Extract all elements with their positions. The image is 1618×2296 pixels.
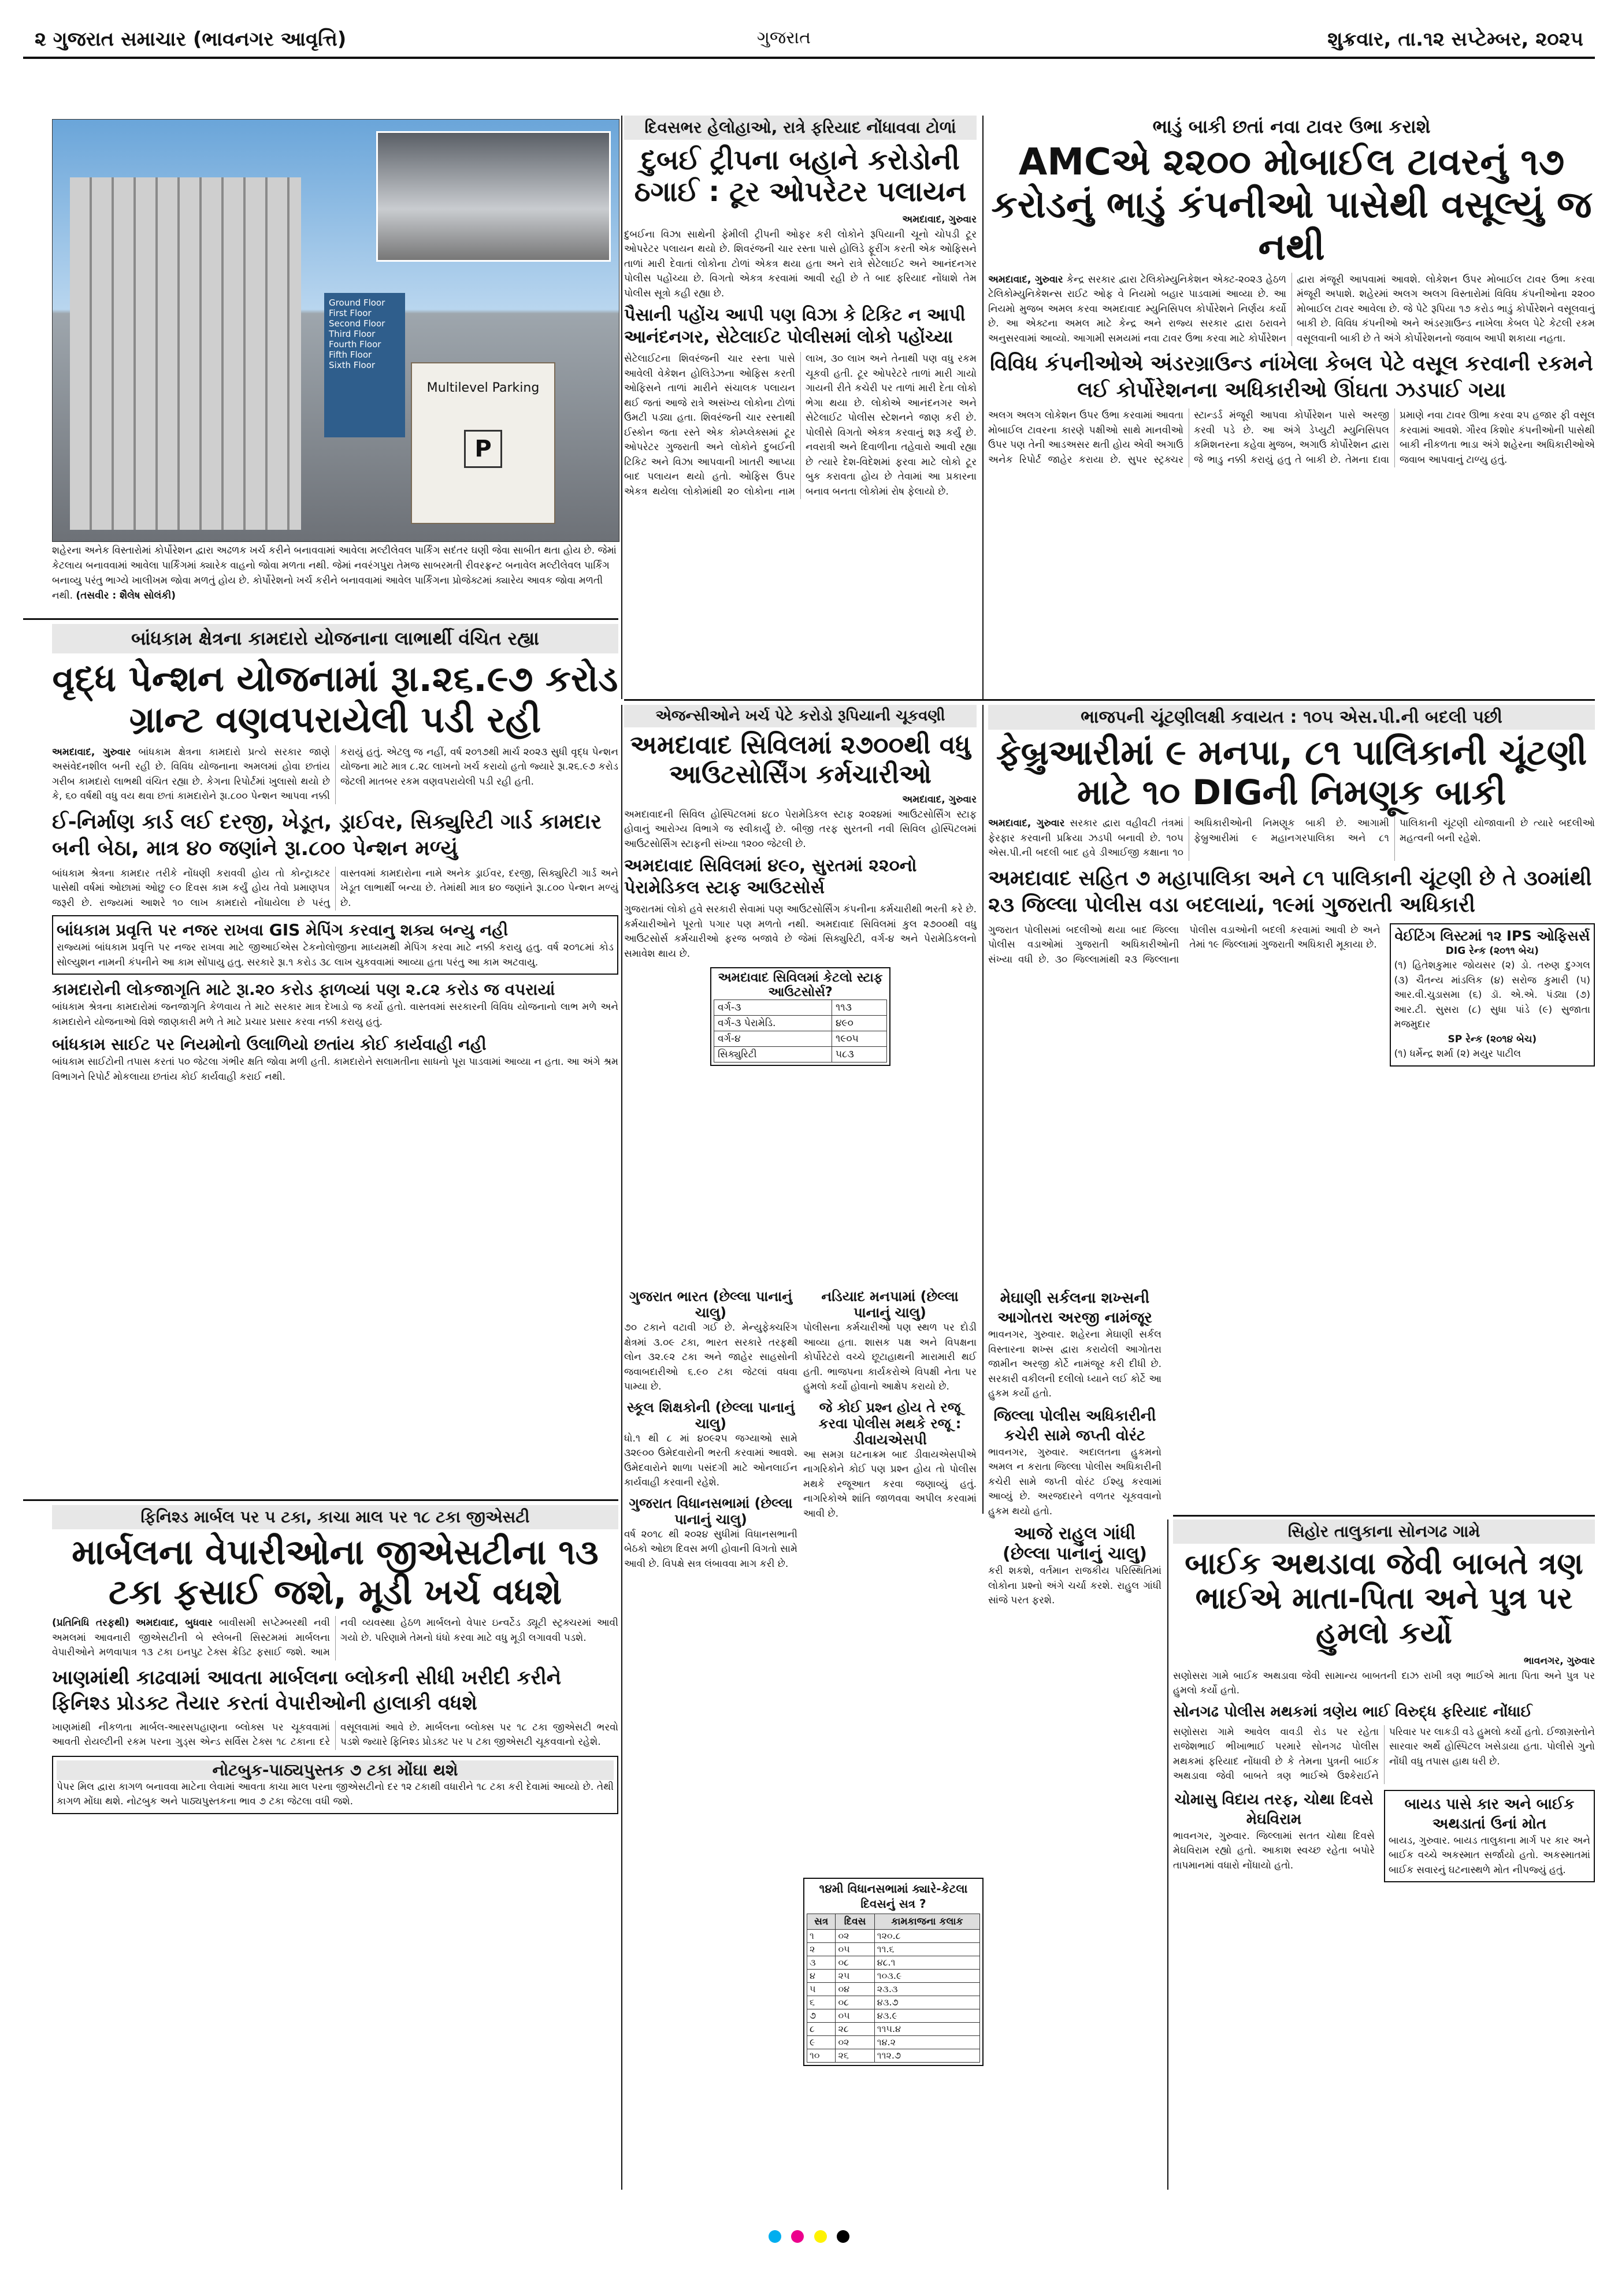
cyan-mark — [769, 2230, 781, 2243]
column-rule — [621, 705, 622, 2190]
monsoon-title: ચોમાસુ વિદાય તરફ, ચોથા દિવસે મેઘવિરામ — [1174, 1790, 1374, 1828]
table-cell: ૧૦૩.૯ — [874, 1970, 979, 1983]
floor-label: Second Floor — [329, 318, 385, 329]
table-row — [807, 1956, 980, 1970]
police-title: જે કોઈ પ્રશ્ન હોય તે રજૂ કરવા પોલીસ મથકે રજૂ : ડીવાયએસપી — [818, 1399, 962, 1448]
sp-officer-list: (૧) ધર્મેન્દ્ર શર્મા (૨) મયુર પાટીલ — [1394, 1048, 1521, 1060]
dig-dateline: અમદાવાદ, ગુરુવાર — [988, 818, 1065, 829]
notebook-box — [52, 1756, 618, 1814]
table-row — [807, 1930, 980, 1943]
black-mark — [837, 2230, 849, 2243]
civil-story — [624, 705, 977, 1283]
bayad-accident-body: બાયડ, ગુરુવાર. બાયડ તાલુકાના માર્ગ પર કાર અને બાઈક વચ્ચે અકસ્માત સર્જાયો હતો. અકસ્માતમાં બાઈક સવારનું ઘટનાસ્થળે મોત નીપજ્યું હતું. — [1389, 1834, 1590, 1876]
civil-subhead: અમદાવાદ સિવિલમાં ૪૯૦, સુરતમાં ૨૨૦નો પેરામેડિકલ સ્ટાફ આઉટસોર્સ — [624, 856, 917, 898]
sihor-headline: બાઈક અથડાવા જેવી બાબતે ત્રણ ભાઈએ માતા-પિતા અને પુત્ર પર હુમલો કર્યો — [1185, 1547, 1583, 1651]
gujarat-cont-body: ૭૦ ટકાને વટાવી ગઈ છે. મેન્યુફેક્ચરિંગ ક્ષેત્રમાં ૩.૦૯ ટકા, ભારત સરકારે તરફથી લોન ૩૨.૯૨ ટકા અને જાહેર સાહસોની જવાબદારીઓ ૬.૯૦ ટકા જેટલાં વધવા પામ્યા છે. — [624, 1322, 797, 1392]
table-cell: ૦૮ — [836, 1996, 874, 2009]
table-row — [714, 1031, 887, 1047]
school-cont-body: ધો.૧ થી ૮ માં ૪૦૯૨૫ જગ્યાઓ સામે ૩૨૯૦૦ ઉમેદવારોની ભરતી કરવામાં આવશે. ઉમેદવારોને શાળા પસંદગી માટે ઓનલાઈન કાર્યવાહી કરવાની રહેશે. — [624, 1432, 797, 1488]
table-cell: વર્ગ-૩ — [714, 1000, 832, 1016]
table-cell: ૧૧૩ — [832, 1000, 887, 1016]
table-cell: ૪૮.૧ — [874, 1956, 979, 1970]
left-continuation-column — [624, 1288, 797, 2190]
table-row — [807, 2009, 980, 2023]
civil-dateline: અમદાવાદ, ગુરુવાર — [902, 794, 977, 806]
bayad-accident-title: બાયડ પાસે કાર અને બાઈક અથડાતાં ઉનાં મોત — [1404, 1795, 1575, 1833]
floor-label: Third Floor — [329, 329, 376, 339]
table-cell: ૧૯૦૫ — [832, 1031, 887, 1047]
amc-body-2: અલગ અલગ લોકેશન ઉપર ઉભા કરવામાં આવતા મોબાઈલ ટાવરના કારણે પક્ષીઓ સાથે માનવીઓ ઉપર પણ તેની આડઅસર થતી હોય એવી અગાઉ અનેક રિપોર્ટ જાહેર કરાયા છે. સુપર સ્ટ્રક્ચર સ્ટાન્ડર્ડ મંજૂરી આપવા કોર્પોરેશન પાસે અરજી કરવી પડે છે. આ અંગે ડેપ્યુટી મ્યુનિસિપલ કમિશનરના કહેવા મુજબ, અગાઉ કોર્પોરેશન દ્વારા જે ભાડુ નક્કી કરાયું હતુ તે બાકી છે. તેમના દાવા પ્રમાણે નવા ટાવર ઊભા કરવા ૨૫ હજાર ફી વસૂલ કરવામાં આવશે. ગૌરવ કિશોર કંપનીઓની પાસેથી બાકી નીકળતા ભાડા અંગે શહેરના અધિકારીઓએ જવાબ આપવાનું ટાળ્યુ હતું. — [988, 410, 1595, 466]
civil-headline: અમદાવાદ સિવિલમાં ૨૭૦૦થી વધુ આઉટસોર્સિંગ કર્મચારીઓ — [630, 730, 971, 789]
table-row — [807, 1996, 980, 2009]
sihor-kicker: સિહોર તાલુકાના સોનગઢ ગામે — [1173, 1519, 1595, 1544]
notebook-title: નોટબુક-પાઠ્યપુસ્તક ૭ ટકા મોંઘા થશે — [57, 1760, 614, 1780]
assembly-session-table — [803, 1878, 984, 2066]
sihor-body: સણોસરા ગામે બાઈક અથડાવા જેવી સામાન્ય બાબતની દાઝ રાખી ત્રણ ભાઈએ માતા પિતા અને પુત્ર પર હુમલો કર્યો હતો. — [1173, 1670, 1595, 1697]
table-cell: ૮ — [807, 2023, 836, 2036]
page-date: શુક્રવાર, તા.૧૨ સપ્ટેમ્બર, ૨૦૨૫ — [1327, 28, 1583, 51]
parking-photo — [52, 119, 619, 542]
table-row — [714, 1047, 887, 1062]
site-rules-body: બાંધકામ સાઈટોની તપાસ કરતાં ૫૦ જેટલા ગંભીર ક્ષતિ જોવા મળી હતી. કામદારોને સલામતીના સાધનો પૂરા પાડવામાં આવ્યા ન હતા. આ અંગે શ્રમ વિભાગને રિપોર્ટ મોકલાયા છતાંય કોઈ કાર્યવાહી કરાઈ નથી. — [52, 1056, 618, 1083]
police-body: આ સમગ્ર ઘટનાક્રમ બાદ ડીવાયએસપીએ નાગરિકોને કોઈ પણ પ્રશ્ન હોય તો પોલીસ મથકે રજૂઆત કરવા જણાવ્યું હતું. નાગરિકોએ શાંતિ જાળવવા અપીલ કરવામાં આવી છે. — [803, 1448, 977, 1519]
column-header: કામકાજના કલાક — [874, 1914, 979, 1930]
pension-subhead: ઈ-નિર્માણ કાર્ડ લઈ દરજી, ખેડૂત, ડ્રાઈવર, સિક્યુરિટી ગાર્ડ કામદાર બની બેઠા, માત્ર ૪૦ જણાંને રૂા.૮૦૦ પેન્શન મળ્યું — [52, 809, 602, 860]
column-rule — [621, 116, 622, 699]
column-rule — [982, 705, 984, 1514]
nadiad-cont-title: નડિયાદ મનપામાં (છેલ્લા પાનાનું ચાલુ) — [821, 1288, 959, 1321]
table-cell: ૬ — [807, 1996, 836, 2009]
dubai-kicker: દિવસભર હેલોહાઓ, રાત્રે ફરિયાદ નોંધાવવા ટોળાં — [624, 116, 977, 140]
table-cell: ૧ — [807, 1930, 836, 1943]
table-cell: ૪૯૦ — [832, 1016, 887, 1031]
table-cell: ૦૨ — [836, 2036, 874, 2049]
table-cell: ૧૧૨.૭ — [874, 2049, 979, 2063]
marble-kicker: ફિનિશ્ડ માર્બલ પર ૫ ટકા, કાચા માલ પર ૧૮ ટકા જીએસટી — [52, 1505, 618, 1529]
rahul-title: આજે રાહુલ ગાંધી (છેલ્લા પાનાનું ચાલુ) — [1002, 1524, 1148, 1564]
rahul-body: કરી શકશે, વર્તમાન રાજકીય પરિસ્થિતિમાં લોકોના પ્રશ્નો અંગે ચર્ચા કરશે. રાહુલ ગાંધી સાંજે પરત ફરશે. — [988, 1565, 1161, 1606]
school-cont-title: સ્કૂલ શિક્ષકોની (છેલ્લા પાનાનું ચાલુ) — [626, 1399, 795, 1432]
table-header-row — [807, 1914, 980, 1930]
medhani-body: ભાવનગર, ગુરુવાર. શહેરના મેઘાણી સર્કલ વિસ્તારના શખ્સ દ્વારા કરાયેલી આગોતરા જામીન અરજી કોર્ટે નામંજૂર કરી દીધી છે. સરકારી વકીલની દલીલો ધ્યાને લઈ કોર્ટે આ હુકમ કર્યો હતો. — [988, 1329, 1161, 1399]
dubai-body: દુબઈના વિઝા સાથેની ફેમીલી ટ્રીપની ઓફર કરી લોકોને રૂપિયાની ચૂનો ચોપડી ટૂર ઓપરેટર પલાયન થયો છે. શિવરંજની ચાર રસ્તા પાસે હોલિડે ફૂરીંગ કરતી એક ઓફિસને તાળાં મારી દેવાતાં લોકોના ટોળાં એકત્ર થયા હતા અને રાત્રે સેટેલાઈટ અને આનંદનગર પોલીસ પહોંચ્યા છે. વિગતો એકત્ર કરવામાં આવી રહી છે તે બાદ ફરિયાદ નોંધાશે તેમ પોલીસ સૂત્રો કહી રહ્યા છે. — [624, 228, 977, 299]
dubai-subhead: પૈસાની પહોંચ આપી પણ વિઝા કે ટિકિટ ન આપી આનંદનગર, સેટેલાઈટ પોલીસમાં લોકો પહોંચ્યા — [624, 305, 966, 348]
table-cell: ૦૨ — [836, 1930, 874, 1943]
pension-headline: વૃદ્ધ પેન્શન યોજનામાં રૂા.૨૬.૯૭ કરોડ ગ્રાન્ટ વણવપરાયેલી પડી રહી — [52, 657, 618, 741]
print-registration-marks — [0, 2230, 1618, 2245]
header-rule — [23, 57, 1595, 59]
table-cell: ૨૮ — [836, 2023, 874, 2036]
monsoon-body: ભાવનગર, ગુરુવાર. જિલ્લામાં સતત ચોથા દિવસે મેઘવિરામ રહ્યો હતો. આકાશ સ્વચ્છ રહેતા બપોરે તાપમાનમાં વધારો નોંધાયો હતો. — [1173, 1830, 1375, 1871]
amc-story — [988, 116, 1595, 693]
table-cell: ૧૨૦.૮ — [874, 1930, 979, 1943]
dig-headline: ફેબ્રુઆરીમાં ૯ મનપા, ૮૧ પાલિકાની ચૂંટણી માટે ૧૦ DIGની નિમણૂક બાકી — [996, 733, 1587, 813]
table-cell: વર્ગ-૪ — [714, 1031, 832, 1047]
dig-officer-list: (૧) હિતેશકુમાર જોયસર (૨) ડો. તરુણ દુગ્ગલ (૩) ચૈતન્ય માંડલિક (૪) સરોજ કુમારી (૫) આર.વી.ચુડાસમા (૬) ડૉ. એ.એ. પંડ્યા (૭) આર.ટી. સુસરા (૮) સુધા પાંડે (૯) સુજાતા મજમુદાર — [1394, 960, 1590, 1030]
dubai-body-2: સેટેલાઈટના શિવરંજની ચાર રસ્તા પાસે આવેલી વેકેશન હોલિડેઝના ઓફિસ કરતી ઓફિસને તાળાં મારીને સંચાલક પલાયન થઈ જતાં આજે રાત્રે અસંખ્ય લોકોના ટોળાં ઉમટી પડ્યા હતા. શિવરંજની ચાર રસ્તાથી ઈસ્કોન જતા રસ્તે એક કોમ્પ્લેક્સમાં ટૂર ઓપરેટર ગુજરાતી અને લોકોને દુબઈની ટિકિટ અને વિઝા આપવાની ખાતરી આપ્યા બાદ પલાયન થયો હતો. ઓફિસ ઉપર એકત્ર થયેલા લોકોમાંથી ૨૦ લોકોના નામ લાખ, ૩૦ લાખ અને તેનાથી પણ વધુ રકમ ચૂકવી હતી. ટૂર ઓપરેટરે તાળાં મારી ગાયો ગાયની રીતે કચેરી પર તાળાં મારી દેતા લોકો ભેગા થયા છે. લોકોએ આનંદનગર અને સેટેલાઈટ પોલીસ સ્ટેશનને જાણ કરી છે. પોલીસે વિગતો એકત્ર કરવાનું શરૂ કર્યું છે. નવરાત્રી અને દિવાળીના તહેવારો આવી રહ્યા છે ત્યારે દેશ-વિદેશમાં ફરવા માટે લોકો ટૂર બુક કરાવતા હોય છે તેવામાં આ પ્રકારના બનાવ બનતા લોકોમાં રોષ ફેલાયો છે. — [624, 353, 977, 497]
table-cell: ૧૧.૬ — [874, 1943, 979, 1956]
table-row — [807, 2023, 980, 2036]
dig-kicker: ભાજપની ચૂંટણીલક્ષી કવાયત : ૧૦૫ એસ.પી.ની બદલી પછી — [988, 705, 1595, 730]
amc-kicker: ભાડું બાકી છતાં નવા ટાવર ઉભા કરાશે — [1152, 116, 1431, 138]
marble-dateline: અમદાવાદ, બુધવાર — [135, 1617, 213, 1629]
table-cell: ૫૮૩ — [832, 1047, 887, 1062]
civil-table-title: અમદાવાદ સિવિલમાં કેટલો સ્ટાફ આઉટસોર્સ? — [718, 971, 883, 1000]
gujarat-cont-title: ગુજરાત ભારત (છેલ્લા પાનાનું ચાલુ) — [629, 1288, 792, 1321]
table-row — [714, 1000, 887, 1016]
magenta-mark — [791, 2230, 804, 2243]
parking-building — [70, 177, 301, 530]
dubai-story — [624, 116, 977, 693]
dig-subhead: અમદાવાદ સહિત ૭ મહાપાલિકા અને ૮૧ પાલિકાની ચૂંટણી છે તે ૩૦માંથી ૨૩ જિલ્લા પોલીસ વડા બદલાયાં, ૧૯માં ગુજરાતી અધિકારી — [988, 866, 1592, 917]
floor-directory-board — [324, 293, 405, 437]
assembly-cont-title: ગુજરાત વિધાનસભામાં (છેલ્લા પાનાનું ચાલુ) — [629, 1495, 793, 1528]
table-cell: ૨૬ — [836, 2049, 874, 2063]
floor-label: Fourth Floor — [329, 339, 381, 350]
amc-body: કેન્દ્ર સરકાર દ્વારા ટેલિકોમ્યુનિકેશન એક્ટ-૨૦૨૩ હેઠળ ટેલિકોમ્યુનિકેશન્સ રાઈટ ઓફ વે નિયમો બહાર પાડવામાં આવ્યા છે. આ નિયમો મુજબ અમલ કરવા અમદાવાદ મ્યુનિસિપલ કોર્પોરેશને નિર્ણય કર્યો છે. આ એક્ટના અમલ માટે કેન્દ્ર અને રાજ્ય સરકાર દ્વારા ઠરાવને અનુસરવામાં આવ્યો. આગામી સમયમાં નવા ટાવર ઉભા કરવા માટે કોર્પોરેશન દ્વારા મંજૂરી આપવામાં આવશે. લોકેશન ઉપર મોબાઈલ ટાવર ઉભા કરવા મંજૂરી અપાશે. શહેરમાં અલગ અલગ વિસ્તારોમાં વિવિધ કંપનીઓના ૨૨૦૦ મોબાઈલ ટાવર આવેલા છે. જે પેટે રૂપિયા ૧૭ કરોડ ભાડું કોર્પોરેશને વસૂલવાનું બાકી છે. વિવિધ કંપનીઓ અને અંડરગ્રાઉન્ડ નાખેલા કેબલ પેટે કેટલી રકમ વસૂલવાની બાકી છે તે અંગે કોર્પોરેશનનો જવાબ આપી શકાયા નહતા. — [988, 273, 1595, 344]
session-table-title: ૧૪મી વિધાનસભામાં ક્યારે-કેટલા દિવસનું સત્ર ? — [819, 1882, 968, 1911]
parking-sign-text: Multilevel Parking — [426, 381, 540, 395]
awareness-box-title: કામદારોની લોકજાગૃતિ માટે રૂા.૨૦ કરોડ ફાળવ્યાં પણ ૨.૮૨ કરોડ જ વપરાયાં — [52, 980, 555, 1000]
sihor-subhead: સોનગઢ પોલીસ મથકમાં ત્રણેય ભાઈ વિરુદ્ધ ફરિયાદ નોંધાઈ — [1173, 1703, 1532, 1721]
table-cell: ૯ — [807, 2036, 836, 2049]
awareness-box-body: બાંધકામ શ્રેત્રના કામદારોમાં જનજાગૃતિ કેળવાય તે માટે સરકાર માત્ર દેખાડો જ કર્યો હતો. વાસ્તવમાં સરકારની વિવિધ યોજનાનો લાભ મળે અને કામદારોને યોજનાઓ વિશે જાણકારી મળે તે માટે પ્રચાર પ્રસાર કરવા નક્કી કરાયુ હતું. — [52, 1001, 618, 1028]
civil-body: અમદાવાદની સિવિલ હોસ્પિટલમાં ૪૮૦ પેરામેડિકલ સ્ટાફ ૨૦૨૪માં આઉટસોર્સિંગ સ્ટાફ હોવાનું આરોગ્ય વિભાગે જ સ્વીકાર્યું છે. બીજી તરફ સુરતની નવી સિવિલ હોસ્પિટલમાં આઉટસોર્સિંગ સ્ટાફની સંખ્યા ૧૨૦૦ જેટલી છે. — [624, 808, 977, 850]
marble-body-2: ખાણમાંથી નીકળતા માર્બલ-આરસપહાણના બ્લોક્સ પર ચૂકવવામાં આવતી રોયલ્ટીની રકમ પરના ગુડ્સ એન્ડ સર્વિસ ટેક્સ ૧૮ ટકાના દરે વસૂલવામાં આવે છે. માર્બલના બ્લોક્સ પર ૧૮ ટકા જીએસટી ભરવો પડશે જ્યારે ફિનિશ્ડ પ્રોડક્ટ પર ૫ ટકા જીએસટી ચૂકવવાનો રહેશે. — [52, 1721, 618, 1748]
marble-credit: (પ્રતિનિધિ તરફથી) — [52, 1617, 129, 1629]
table-cell: ૪૩.૭ — [874, 1996, 979, 2009]
table-cell: ૧૦ — [807, 2049, 836, 2063]
gis-box — [52, 915, 618, 975]
civil-kicker: એજન્સીઓને ખર્ચ પેટે કરોડો રૂપિયાની ચૂકવણી — [624, 705, 977, 727]
marble-body: બાવીસમી સપ્ટેમ્બરથી નવી અમલમાં આવનારી જીએસટીની બે સ્લેબની સિસ્ટમમાં માર્બલના વેપારીઓને મળવાપાત્ર ૧૩ ટકા ઇનપુટ ટેક્સ ક્રેડિટ ફસાઈ જશે. આમ નવી વ્યવસ્થા હેઠળ માર્બલનો વેપાર ઇન્વર્ટેડ ડ્યૂટી સ્ટ્રક્ચરમાં આવી ગયો છે. પરિણામે તેમનો ધંધો કરવા માટે વધુ મૂડી લગાવવી પડશે. — [52, 1617, 618, 1658]
site-rules-title: બાંધકામ સાઈટ પર નિયમોનો ઉલાળિયો છતાંય કોઈ કાર્યવાહી નહી — [52, 1035, 487, 1054]
table-row — [807, 1983, 980, 1996]
parking-p-icon: P — [464, 430, 502, 468]
table-cell: ૪૩.૯ — [874, 2009, 979, 2023]
table-cell: ૧૪.૨ — [874, 2036, 979, 2049]
marble-headline: માર્બલના વેપારીઓના જીએસટીના ૧૩ ટકા ફસાઈ જશે, મૂડી ખર્ચ વધશે — [72, 1532, 599, 1613]
ips-waiting-box — [1390, 923, 1595, 1067]
marble-story — [52, 1505, 618, 2181]
column-header: દિવસ — [836, 1914, 874, 1930]
medhani-title: મેઘાણી સર્કલના શખ્સની આગોતરા અરજી નામંજૂર — [997, 1290, 1152, 1327]
dig-body: સરકાર દ્વારા વહીવટી તંત્રમાં ફેરફાર કરવાની પ્રક્રિયા ઝડપી બનાવી છે. ૧૦૫ એસ.પી.ની બદલી બાદ હવે ડીઆઈજી કક્ષાના ૧૦ અધિકારીઓની નિમણૂક બાકી છે. આગામી ફેબ્રુઆરીમાં ૯ મહાનગરપાલિકા અને ૮૧ પાલિકાની ચૂંટણી યોજાવાની છે ત્યારે બદલીઓ મહત્વની બની રહેશે. — [988, 818, 1595, 859]
pension-kicker: બાંધકામ ક્ષેત્રના કામદારો યોજનાના લાભાર્થી વંચિત રહ્યા — [52, 624, 618, 653]
table-row — [807, 1970, 980, 1983]
column-rule — [1167, 1519, 1168, 2190]
yellow-mark — [814, 2230, 827, 2243]
pension-body-2: બાંધકામ શ્રેત્રના કામદાર તરીકે નોંધણી કરાવવી હોય તો કોન્ટ્રાક્ટર પાસેથી વર્ષમાં ઓછામાં ઓછુ ૯૦ દિવસ કામ કર્યું હોય તેવો પ્રમાણપત્ર જરૂરી છે. રાજ્યમાં આશરે ૧૦ લાખ કામદારો નોંધાયેલા છે પરંતુ વાસ્તવમાં કામદારોના નામે અનેક ડ્રાઈવર, દરજી, સિક્યુરિટી ગાર્ડ અને ખેડૂત લાભાર્થી બન્યા છે. તેમાંથી માત્ર ૪૦ જણાંને રૂા.૮૦૦ પેન્શન મળ્યું છે. — [52, 867, 618, 909]
district-title: જિલ્લા પોલીસ અધિકારીની કચેરી સામે જપ્તી વોરંટ — [993, 1407, 1156, 1444]
table-cell: ૦૮ — [836, 1956, 874, 1970]
divider — [23, 618, 618, 620]
dubai-headline: દુબઈ ટ્રીપના બહાને કરોડોની ઠગાઈ : ટૂર ઓપરેટર પલાયન — [634, 144, 967, 209]
sihor-body-2: સણોસરા ગામે આવેલ વાવડી રોડ પર રહેતા રાજેશભાઈ ભીખાભાઈ પરમારે સોનગઢ પોલીસ મથકમાં ફરિયાદ નોંધાવી છે કે તેમના પુત્રની બાઈક અથડાવા જેવી બાબતે ત્રણ ભાઈએ ઉશ્કેરાઈને પરિવાર પર લાકડી વડે હુમલો કર્યો હતો. ઈજાગ્રસ્તોને સારવાર અર્થે હોસ્પિટલ ખસેડાયા હતા. પોલીસે ગુનો નોંધી વધુ તપાસ હાથ ધરી છે. — [1173, 1726, 1595, 1782]
floor-label: Ground Floor — [329, 298, 385, 308]
dig-rank-label: DIG રેન્ક (૨૦૧૧ બેચ) — [1445, 945, 1539, 957]
marble-subhead: ખાણમાંથી કાઢવામાં આવતા માર્બલના બ્લોકની સીધી ખરીદી કરીને ફિનિશ્ડ પ્રોડક્ટ તૈયાર કરતાં વેપારીઓની હાલાકી વધશે — [52, 1666, 562, 1715]
parking-sign — [411, 362, 555, 524]
dubai-dateline: અમદાવાદ, ગુરુવાર — [902, 214, 977, 226]
table-cell: ૭ — [807, 2009, 836, 2023]
civil-staff-table — [710, 967, 890, 1066]
floor-label: First Floor — [329, 308, 372, 318]
table-cell: ૫ — [807, 1983, 836, 1996]
table-row — [714, 1016, 887, 1031]
table-cell: ૦૫ — [836, 1943, 874, 1956]
photo-caption-text: શહેરના અનેક વિસ્તારોમાં કોર્પોરેશન દ્વારા અઢળક ખર્ચ કરીને બનાવવામાં આવેલા મલ્ટીલેવલ પાર્કિંગ સદંતર ઘણી જેવા સાબીત થતા હોય છે. જેમાં કેટલાય બનાવવામાં આવેલા પાર્કિંગમાં ક્યારેક વાહનો જોવા મળતા નથી. જેમાં નવરંગપુરા તેમજ સાબરમતી રીવરફ્રન્ટ બનાવેલ મલ્ટીલેવલ પાર્કિંગ બનાવ્યુ પરંતુ ભાગ્યે ખાલીખમ જોવા મળતું હોય છે. કોર્પોરેશનો ખર્ચ કરીને બનાવવામાં આવેલ પાર્કિંગના પ્રોજેક્ટમાં ક્યારેય આવક જોવા મળતી નથી. — [52, 545, 617, 601]
divider — [1173, 1515, 1595, 1517]
amc-subhead: વિવિધ કંપનીઓએ અંડરગ્રાઉન્ડ નાંખેલા કેબલ પેટે વસૂલ કરવાની રકમને લઈ કોર્પોરેશનના અધિકારીઓ ઊંઘતા ઝડપાઈ ગયા — [990, 352, 1593, 403]
table-cell: વર્ગ-૩ પેરામેડિ. — [714, 1016, 832, 1031]
table-cell: ૨૩.૩ — [874, 1983, 979, 1996]
district-body: ભાવનગર, ગુરુવાર. અદાલતના હુકમનો અમલ ન કરાતા જિલ્લા પોલીસ અધિકારીની કચેરી સામે જપ્તી વોરંટ ઈશ્યુ કરવામાં આવ્યું છે. અરજદારને વળતર ચૂકવવાનો હુકમ થયો હતો. — [988, 1446, 1161, 1517]
parking-interior-inset — [376, 131, 611, 262]
civil-body-2: ગુજરાતમાં લોકો હવે સરકારી સેવામાં પણ આઉટસોર્સિંગ કંપનીના કર્મચારીથી ભરતી કરે છે. કર્મચારીઓને પૂરતો પગાર પણ મળતો નથી. અમદાવાદ સિવિલમાં કુલ ૨૭૦૦થી વધુ આઉટસોર્સ કર્મચારીઓ ફરજ બજાવે છે જેમાં સિક્યુરિટી, વર્ગ-૪ અને પેરામેડિકલનો સમાવેશ થાય છે. — [624, 904, 977, 960]
sihor-dateline: ભાવનગર, ગુરુવાર — [1523, 1655, 1595, 1667]
notebook-body: પેપર મિલ દ્વારા કાગળ બનાવવા માટેના લેવામાં આવતા કાચા માલ પરના જીએસટીનો દર ૧૨ ટકાથી વધારીને ૧૮ ટકા કરી દેવામાં આવ્યો છે. તેથી કાગળ મોંઘા થશે. નોટબુક અને પાઠ્યપુસ્તકના ભાવ ૭ ટકા જેટલા વધી જશે. — [57, 1781, 614, 1807]
gis-box-body: રાજ્યમાં બાંધકામ પ્રવૃત્તિ પર નજર રાખવા માટે જીઆઈએસ ટેકનોલોજીના માધ્યમથી મેપિંગ કરવા માટે નક્કી કરાયુ હતુ. વર્ષ ૨૦૧૮માં કોડ સોલ્યુશન નામની કંપનીને આ કામ સોંપાયુ હતુ. સરકારે રૂા.૧ કરોડ ૩૮ લાખ ચુકવવામાં આવ્યા હતા પરંતુ આ કામ અટવાયુ. — [57, 942, 614, 968]
pension-dateline: અમદાવાદ, ગુરુવાર — [52, 746, 131, 758]
table-cell: ૨૫ — [836, 1970, 874, 1983]
amc-dateline: અમદાવાદ, ગુરુવાર — [988, 273, 1063, 285]
nadiad-cont-body: પોલીસના કર્મચારીઓ પણ સ્થળ પર દોડી આવ્યા હતા. શાસક પક્ષ અને વિપક્ષના કોર્પોરેટરો વચ્ચે છૂટાહાથની મારામારી થઈ હતી. ભાજપના કાર્યકરોએ વિપક્ષી નેતા પર હુમલો કર્યો હોવાનો આક્ષેપ કરાયો છે. — [803, 1322, 977, 1392]
table-cell: ૪ — [807, 1970, 836, 1983]
amc-headline: AMCએ ૨૨૦૦ મોબાઈલ ટાવરનું ૧૭ કરોડનું ભાડું કંપનીઓ પાસેથી વસૂલ્યું જ નથી — [991, 141, 1592, 269]
photo-caption — [52, 543, 618, 612]
assembly-cont-body: વર્ષ ૨૦૧૮ થી ૨૦૨૪ સુધીમાં વિધાનસભાની બેઠકો ઓછા દિવસ મળી હોવાની વિગતો સામે આવી છે. વિપક્ષે સત્ર લંબાવવા માગ કરી છે. — [624, 1528, 797, 1570]
divider — [624, 699, 1595, 701]
page-folio: ૨ ગુજરાત સમાચાર (ભાવનગર આવૃત્તિ) — [35, 28, 347, 51]
table-cell: ૧૧૫.૪ — [874, 2023, 979, 2036]
floor-label: Fifth Floor — [329, 350, 372, 360]
divider — [23, 1499, 618, 1501]
gis-box-title: બાંધકામ પ્રવૃત્તિ પર નજર રાખવા GIS મેપિંગ કરવાનુ શક્ય બન્યુ નહી — [57, 920, 509, 940]
news-brief-column — [988, 1288, 1161, 2190]
table-row — [807, 2036, 980, 2049]
pension-story — [52, 624, 618, 1491]
table-cell: સિક્યુરિટી — [714, 1047, 832, 1062]
sihor-story — [1173, 1519, 1595, 2190]
floor-label: Sixth Floor — [329, 360, 376, 370]
column-header: સત્ર — [807, 1914, 836, 1930]
ips-box-title: વેઈટિંગ લિસ્ટમાં ૧૨ IPS ઓફિસર્સ — [1394, 927, 1590, 944]
dig-body-2: ગુજરાત પોલીસમાં બદલીઓ થયા બાદ જિલ્લા પોલીસ વડાઓમાં ગુજરાતી અધિકારીઓની સંખ્યા વધી છે. ૩૦ જિલ્લામાંથી ૨૩ જિલ્લાના પોલીસ વડાઓની બદલી કરવામાં આવી છે અને તેમાં ૧૯ જિલ્લામાં ગુજરાતી અધિકારી મૂકાયા છે. — [988, 924, 1381, 965]
table-cell: ૨ — [807, 1943, 836, 1956]
table-cell: ૩ — [807, 1956, 836, 1970]
section-title: ગુજરાત — [757, 28, 811, 48]
table-cell: ૦૪ — [836, 1983, 874, 1996]
table-cell: ૦૫ — [836, 2009, 874, 2023]
pension-body: બાંધકામ ક્ષેત્રના કામદારો પ્રત્યે સરકાર જાણે અસંવેદનશીલ બની રહી છે. વિવિધ યોજનાના અમલમાં હોવા છતાંય ગરીબ કામદારો લાભથી વંચિત રહ્યા છે. કેગના રિપોર્ટમાં ખુલાસો થયો છે કે, ૬૦ વર્ષથી વધુ વય થવા છતાં કામદારોને રૂા.૮૦૦ પેન્શન આપવા નક્કી કરાયું હતું. એટલુ જ નહીં, વર્ષ ૨૦૧૭થી માર્ચ ૨૦૨૩ સુધી વૃદ્ધ પેન્શન યોજના માટે માત્ર ૮.૨૮ લાખનો ખર્ચ કરાયો હતો જ્યારે રૂા.૨૬.૯૭ કરોડ જેટલી માતબર રકમ વણવપરાયેલી પડી રહી હતી. — [52, 746, 618, 803]
table-row — [807, 2049, 980, 2063]
photo-credit: (તસવીર : શૈલેષ સોલંકી) — [76, 590, 176, 601]
column-rule — [982, 116, 984, 699]
table-row — [807, 1943, 980, 1956]
sp-rank-label: SP રેન્ક (૨૦૧૪ બેચ) — [1448, 1033, 1537, 1045]
right-continuation-column — [803, 1288, 977, 1866]
